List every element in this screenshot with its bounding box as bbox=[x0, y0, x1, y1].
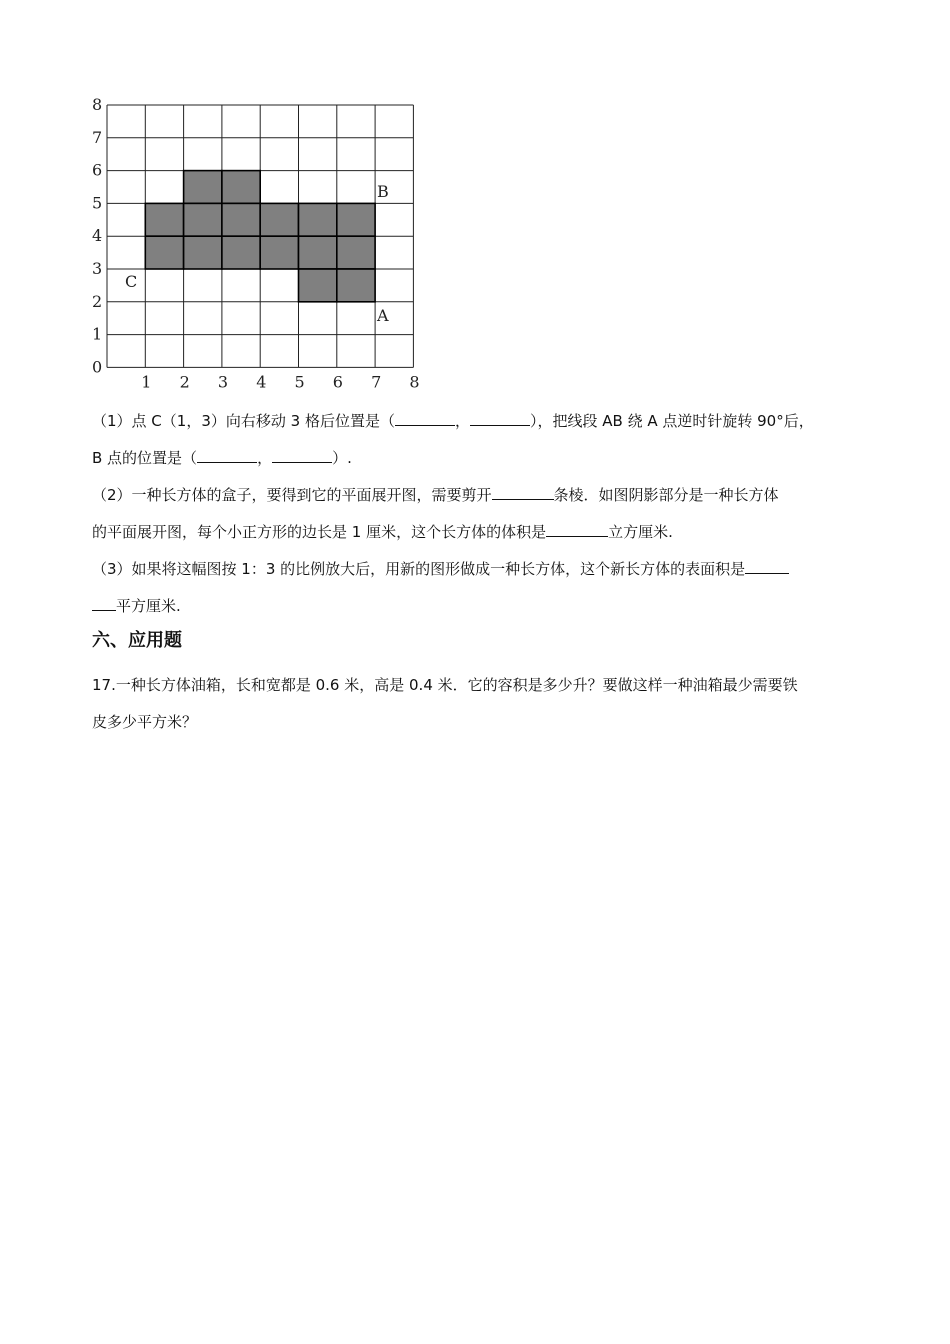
question-3 bbox=[92, 551, 862, 625]
grid-figure bbox=[85, 95, 425, 395]
question-2 bbox=[92, 477, 862, 551]
answer-blank[interactable] bbox=[272, 445, 332, 463]
shaded-square bbox=[260, 236, 298, 269]
q1-text-f: ）. bbox=[332, 449, 352, 467]
shaded-square bbox=[260, 203, 298, 236]
answer-blank[interactable] bbox=[470, 408, 530, 426]
y-tick-label: 6 bbox=[92, 160, 103, 180]
q1-text-c: ），把线段 AB 绕 A 点逆时针旋转 90°后， bbox=[529, 412, 814, 430]
point-label-a: A bbox=[377, 306, 389, 325]
answer-blank[interactable] bbox=[492, 482, 554, 500]
x-tick-label: 8 bbox=[409, 372, 420, 392]
answer-blank[interactable] bbox=[395, 408, 455, 426]
y-tick-label: 3 bbox=[92, 259, 103, 278]
answer-blank[interactable] bbox=[546, 519, 608, 537]
x-tick-label: 4 bbox=[256, 372, 267, 392]
answer-blank[interactable] bbox=[92, 593, 116, 611]
q1-text-e: ， bbox=[257, 449, 273, 467]
answer-blank[interactable] bbox=[197, 445, 257, 463]
shaded-square bbox=[222, 171, 260, 204]
shaded-square bbox=[145, 236, 183, 269]
answer-blank[interactable] bbox=[745, 556, 789, 574]
y-tick-label: 8 bbox=[92, 95, 103, 114]
shaded-square bbox=[299, 236, 337, 269]
q2-text-a: （2）一种长方体的盒子，要得到它的平面展开图，需要剪开 bbox=[92, 486, 492, 504]
y-tick-label: 1 bbox=[92, 324, 103, 344]
shaded-square bbox=[299, 269, 337, 302]
shaded-square bbox=[184, 236, 222, 269]
shaded-square bbox=[337, 269, 375, 302]
q2-text-c: 的平面展开图，每个小正方形的边长是 1 厘米，这个长方体的体积是 bbox=[92, 523, 547, 541]
y-tick-label: 0 bbox=[92, 357, 103, 377]
shaded-square bbox=[337, 203, 375, 236]
shaded-square bbox=[222, 236, 260, 269]
section-title: 六、应用题 bbox=[92, 630, 182, 651]
y-tick-label: 4 bbox=[92, 226, 103, 246]
shaded-square bbox=[299, 203, 337, 236]
y-tick-label: 2 bbox=[92, 291, 103, 311]
x-tick-label: 2 bbox=[179, 372, 190, 392]
q3-text-a: （3）如果将这幅图按 1：3 的比例放大后，用新的图形做成一种长方体，这个新长方体的表面积是 bbox=[92, 560, 746, 578]
shaded-square bbox=[145, 203, 183, 236]
q2-text-b: 条棱．如图阴影部分是一种长方体 bbox=[553, 486, 779, 504]
shaded-square bbox=[337, 236, 375, 269]
question-1 bbox=[92, 403, 862, 477]
x-tick-label: 3 bbox=[217, 372, 229, 392]
x-tick-label: 1 bbox=[141, 372, 152, 392]
y-tick-label: 5 bbox=[92, 193, 103, 213]
x-tick-label: 7 bbox=[371, 372, 382, 392]
shaded-square bbox=[184, 171, 222, 204]
q17-line-2: 皮多少平方米？ bbox=[92, 713, 198, 731]
shaded-square bbox=[222, 203, 260, 236]
question-17 bbox=[92, 667, 862, 741]
q3-text-b: 平方厘米. bbox=[116, 597, 181, 615]
q2-text-d: 立方厘米. bbox=[608, 523, 673, 541]
x-tick-label: 6 bbox=[332, 372, 343, 392]
q1-text-d: B 点的位置是（ bbox=[92, 449, 198, 467]
point-label-c: C bbox=[125, 272, 138, 291]
y-tick-label: 7 bbox=[92, 127, 103, 147]
q1-text-a: （1）点 C（1，3）向右移动 3 格后位置是（ bbox=[92, 412, 395, 430]
point-label-b: B bbox=[377, 182, 389, 201]
x-tick-label: 5 bbox=[294, 372, 305, 392]
shaded-square bbox=[184, 203, 222, 236]
q1-text-b: ， bbox=[454, 412, 470, 430]
q17-line-1: 17.一种长方体油箱，长和宽都是 0.6 米，高是 0.4 米．它的容积是多少升？要做这样一种油箱最少需要铁 bbox=[92, 676, 798, 694]
